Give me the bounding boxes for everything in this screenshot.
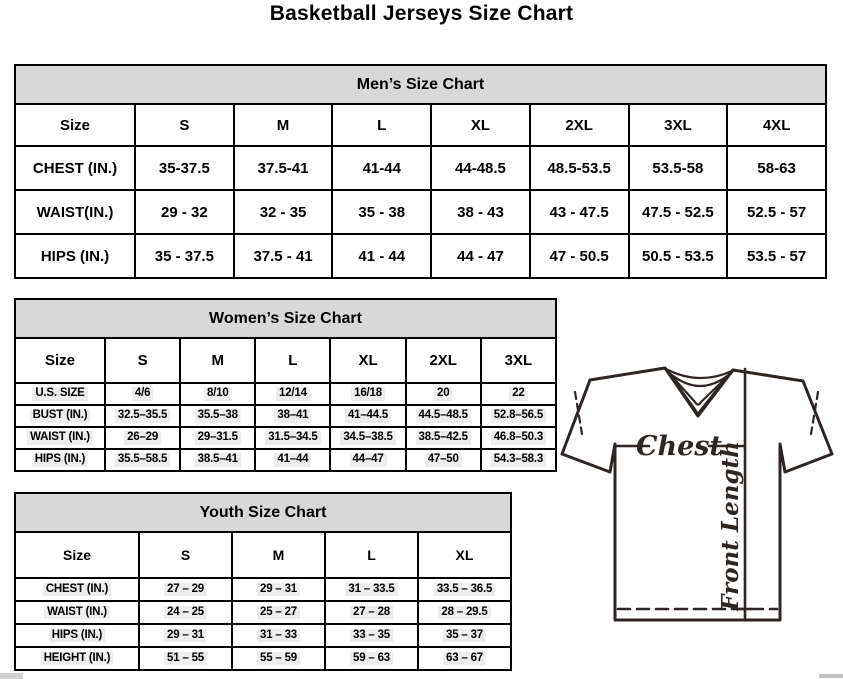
size-cell: 53.5-58 — [629, 146, 728, 190]
size-cell: 47 - 50.5 — [530, 234, 629, 278]
table-row — [15, 427, 556, 449]
size-cell: 35.5–38 — [180, 405, 255, 427]
size-cell: 22 — [481, 383, 556, 405]
jersey-measurement-diagram — [556, 356, 837, 628]
size-cell: 47.5 - 52.5 — [629, 190, 728, 234]
size-cell: 52.5 - 57 — [727, 190, 826, 234]
youth-column-header: Size — [15, 532, 139, 578]
row-label: CHEST (IN.) — [15, 146, 135, 190]
size-cell: 33.5 – 36.5 — [418, 578, 511, 601]
mens-size-chart-table — [14, 64, 827, 279]
size-cell: 28 – 29.5 — [418, 601, 511, 624]
mens-column-header: L — [332, 104, 431, 146]
youth-size-chart-table — [14, 492, 512, 671]
size-cell: 4/6 — [105, 383, 180, 405]
size-cell: 32 - 35 — [234, 190, 333, 234]
womens-chart-header-band — [15, 299, 556, 338]
row-label: WAIST(IN.) — [15, 190, 135, 234]
mens-column-header: 4XL — [727, 104, 826, 146]
table-row — [15, 578, 511, 601]
size-cell: 43 - 47.5 — [530, 190, 629, 234]
horizontal-scrollbar-thumb-right[interactable] — [819, 674, 843, 678]
mens-column-header: 2XL — [530, 104, 629, 146]
size-cell: 35-37.5 — [135, 146, 234, 190]
youth-column-header-row — [15, 532, 511, 578]
mens-column-header: S — [135, 104, 234, 146]
size-cell: 41-44 — [332, 146, 431, 190]
size-cell: 31.5–34.5 — [255, 427, 330, 449]
size-cell: 44-48.5 — [431, 146, 530, 190]
size-cell: 35 - 37.5 — [135, 234, 234, 278]
size-cell: 54.3–58.3 — [481, 449, 556, 471]
size-cell: 41 - 44 — [332, 234, 431, 278]
size-cell: 63 – 67 — [418, 647, 511, 670]
mens-column-header: M — [234, 104, 333, 146]
size-cell: 53.5 - 57 — [727, 234, 826, 278]
front-length-label: Front Length — [717, 441, 744, 611]
youth-chart-header-band — [15, 493, 511, 532]
size-cell: 20 — [406, 383, 481, 405]
row-label: WAIST (IN.) — [15, 601, 139, 624]
size-cell: 8/10 — [180, 383, 255, 405]
size-cell: 35 - 38 — [332, 190, 431, 234]
youth-chart-title: Youth Size Chart — [15, 493, 511, 532]
size-cell: 35.5–58.5 — [105, 449, 180, 471]
womens-column-header-row — [15, 338, 556, 383]
mens-column-header-row — [15, 104, 826, 146]
size-cell: 27 – 28 — [325, 601, 418, 624]
size-cell: 29 - 32 — [135, 190, 234, 234]
row-label: CHEST (IN.) — [15, 578, 139, 601]
womens-column-header: 3XL — [481, 338, 556, 383]
womens-column-header: Size — [15, 338, 105, 383]
size-cell: 59 – 63 — [325, 647, 418, 670]
youth-column-header: M — [232, 532, 325, 578]
mens-chart-title: Men’s Size Chart — [15, 65, 826, 104]
womens-column-header: 2XL — [406, 338, 481, 383]
womens-column-header: M — [180, 338, 255, 383]
size-cell: 41–44.5 — [330, 405, 405, 427]
youth-column-header: S — [139, 532, 232, 578]
size-cell: 55 – 59 — [232, 647, 325, 670]
size-cell: 51 – 55 — [139, 647, 232, 670]
table-row — [15, 190, 826, 234]
size-cell: 44 - 47 — [431, 234, 530, 278]
size-cell: 29 – 31 — [139, 624, 232, 647]
size-cell: 33 – 35 — [325, 624, 418, 647]
size-cell: 46.8–50.3 — [481, 427, 556, 449]
table-row — [15, 601, 511, 624]
table-row — [15, 624, 511, 647]
row-label: BUST (IN.) — [15, 405, 105, 427]
mens-column-header: Size — [15, 104, 135, 146]
horizontal-scrollbar-thumb-left[interactable] — [0, 673, 23, 679]
size-cell: 27 – 29 — [139, 578, 232, 601]
size-cell: 34.5–38.5 — [330, 427, 405, 449]
size-cell: 47–50 — [406, 449, 481, 471]
size-cell: 24 – 25 — [139, 601, 232, 624]
size-cell: 37.5 - 41 — [234, 234, 333, 278]
table-row — [15, 146, 826, 190]
table-row — [15, 383, 556, 405]
youth-column-header: L — [325, 532, 418, 578]
youth-column-header: XL — [418, 532, 511, 578]
jersey-outline — [562, 368, 832, 620]
row-label: WAIST (IN.) — [15, 427, 105, 449]
row-label: HIPS (IN.) — [15, 624, 139, 647]
size-cell: 16/18 — [330, 383, 405, 405]
size-cell: 58-63 — [727, 146, 826, 190]
row-label: HEIGHT (IN.) — [15, 647, 139, 670]
size-cell: 38.5–42.5 — [406, 427, 481, 449]
size-cell: 41–44 — [255, 449, 330, 471]
size-cell: 44–47 — [330, 449, 405, 471]
womens-size-chart-table — [14, 298, 557, 472]
size-cell: 38–41 — [255, 405, 330, 427]
table-row — [15, 647, 511, 670]
size-cell: 29 – 31 — [232, 578, 325, 601]
size-cell: 35 – 37 — [418, 624, 511, 647]
chest-label: Chest — [636, 431, 722, 462]
table-row — [15, 405, 556, 427]
row-label: HIPS (IN.) — [15, 234, 135, 278]
size-cell: 32.5–35.5 — [105, 405, 180, 427]
size-cell: 12/14 — [255, 383, 330, 405]
womens-column-header: S — [105, 338, 180, 383]
page-title: Basketball Jerseys Size Chart — [269, 2, 574, 25]
size-cell: 25 – 27 — [232, 601, 325, 624]
table-row — [15, 449, 556, 471]
womens-chart-title: Women’s Size Chart — [15, 299, 556, 338]
size-cell: 52.8–56.5 — [481, 405, 556, 427]
size-cell: 29–31.5 — [180, 427, 255, 449]
mens-chart-header-band — [15, 65, 826, 104]
size-cell: 31 – 33 — [232, 624, 325, 647]
size-cell: 26–29 — [105, 427, 180, 449]
size-cell: 50.5 - 53.5 — [629, 234, 728, 278]
size-cell: 37.5-41 — [234, 146, 333, 190]
table-row — [15, 234, 826, 278]
row-label: U.S. SIZE — [15, 383, 105, 405]
mens-column-header: 3XL — [629, 104, 728, 146]
row-label: HIPS (IN.) — [15, 449, 105, 471]
size-cell: 38.5–41 — [180, 449, 255, 471]
size-cell: 38 - 43 — [431, 190, 530, 234]
size-cell: 48.5-53.5 — [530, 146, 629, 190]
womens-column-header: XL — [330, 338, 405, 383]
size-cell: 31 – 33.5 — [325, 578, 418, 601]
mens-column-header: XL — [431, 104, 530, 146]
womens-column-header: L — [255, 338, 330, 383]
size-cell: 44.5–48.5 — [406, 405, 481, 427]
